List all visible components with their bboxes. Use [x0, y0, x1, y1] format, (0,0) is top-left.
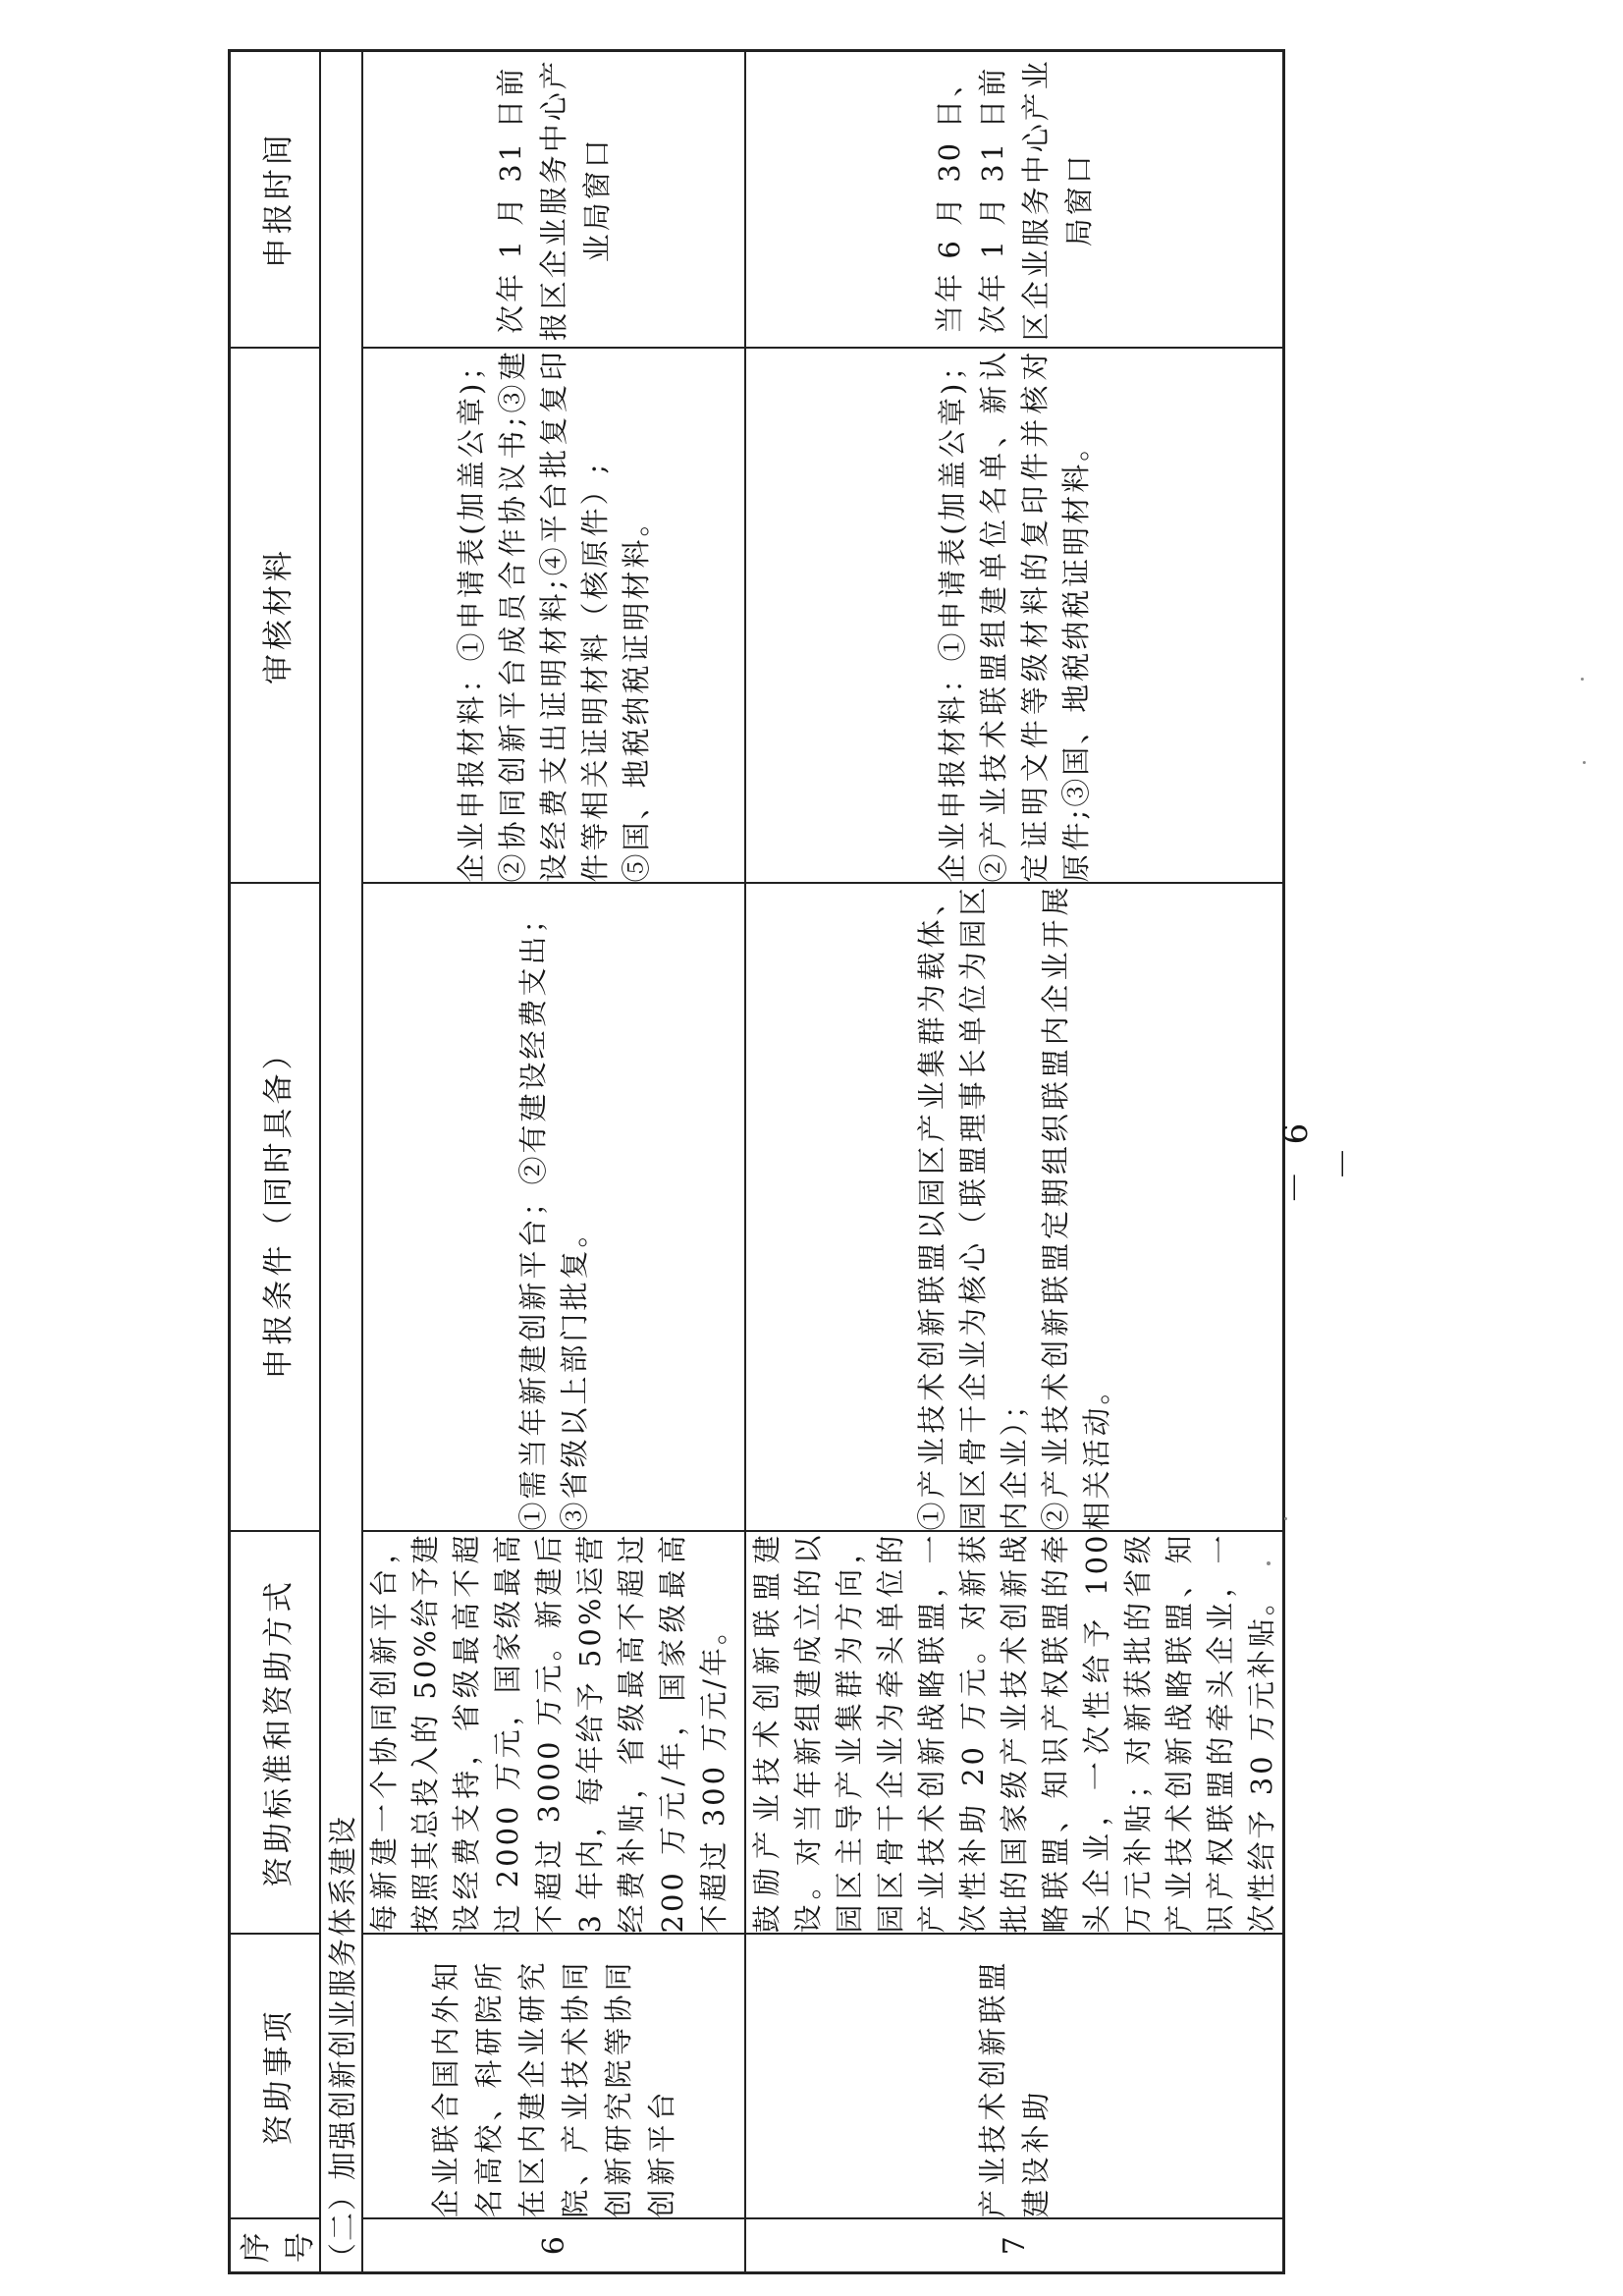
section-row [320, 51, 362, 2273]
rotated-page [228, 52, 1367, 2274]
scan-speck [1581, 678, 1584, 681]
funding-table [228, 49, 1285, 2274]
table-row [362, 51, 745, 2273]
row-condition [745, 884, 1284, 1532]
header-row [230, 51, 321, 2273]
row-standard: 鼓励产业技术创新联盟建设。对当年新组建成立的以园区主导产业集群为方向，园区骨干企业为牵头单位的产业技术创新战略联盟，一次性补助 20 万元。对新获批的国家级产业技术创新战略联盟、知识产权联盟的牵头企业，一次性给予 100 万元补贴；对新获批的省级产业技术创新战略联盟、知识产权联盟的牵头企业，一次性给予 30 万元补贴。 [745, 1532, 1284, 1935]
row-time: 当年 6 月 30 日、次年 1 月 31 日前区企业服务中心产业局窗口 [745, 51, 1284, 349]
material-line: 企业申报材料：①申请表(加盖公章)；②协同创新平台成员合作协议书;③建设经费支出证明材料;④平台批复复印件等相关证明材料（核原件）; [455, 349, 612, 883]
row-material [745, 349, 1284, 884]
header-condition: 申报条件（同时具备） [230, 884, 321, 1532]
scan-speck [1583, 761, 1586, 764]
scan-speck [1267, 1561, 1271, 1565]
condition-line: ①产业技术创新联盟以园区产业集群为载体、园区骨干企业为核心（联盟理事长单位为园区内企业）； [915, 884, 1031, 1531]
header-material: 审核材料 [230, 349, 321, 884]
scan-speck [1284, 1517, 1287, 1520]
header-standard: 资助标准和资助方式 [230, 1532, 321, 1935]
header-seq: 序号 [230, 2219, 321, 2273]
material-line: 企业申报材料：①申请表(加盖公章)；②产业技术联盟组建单位名单、新认定证明文件等级材料的复印件并核对原件;③国、地税纳税证明材料。 [936, 349, 1093, 883]
header-time: 申报时间 [230, 51, 321, 349]
table-row [745, 51, 1284, 2273]
row-seq: 6 [362, 2219, 745, 2273]
condition-line: ②产业技术创新联盟定期组织联盟内企业开展相关活动。 [1039, 884, 1113, 1531]
header-item: 资助事项 [230, 1935, 321, 2219]
row-seq: 7 [745, 2219, 1284, 2273]
section-title: （二）加强创新创业服务体系建设 [320, 51, 362, 2273]
page-number: － 6 － [1276, 1115, 1364, 1205]
row-item: 企业联合国内外知名高校、科研院所在区内建企业研究院、产业技术协同创新研究院等协同创新平台 [362, 1935, 745, 2219]
row-material [362, 349, 745, 884]
row-standard: 每新建一个协同创新平台，按照其总投入的 50%给予建设经费支持，省级最高不超过 2000 万元，国家级最高不超过 3000 万元。新建后 3 年内，每年给予 50%运营经费补贴，省级最高不超过 200 万元/年，国家级最高不超过 300 万元/年。 [362, 1532, 745, 1935]
material-line: ⑤国、地税纳税证明材料。 [620, 505, 653, 883]
condition-line: ①需当年新建创新平台；②有建设经费支出； [516, 902, 550, 1531]
condition-line: ③省级以上部门批复。 [558, 1216, 591, 1531]
row-condition [362, 884, 745, 1532]
row-time: 次年 1 月 31 日前报区企业服务中心产业局窗口 [362, 51, 745, 349]
row-item: 产业技术创新联盟建设补助 [745, 1935, 1284, 2219]
